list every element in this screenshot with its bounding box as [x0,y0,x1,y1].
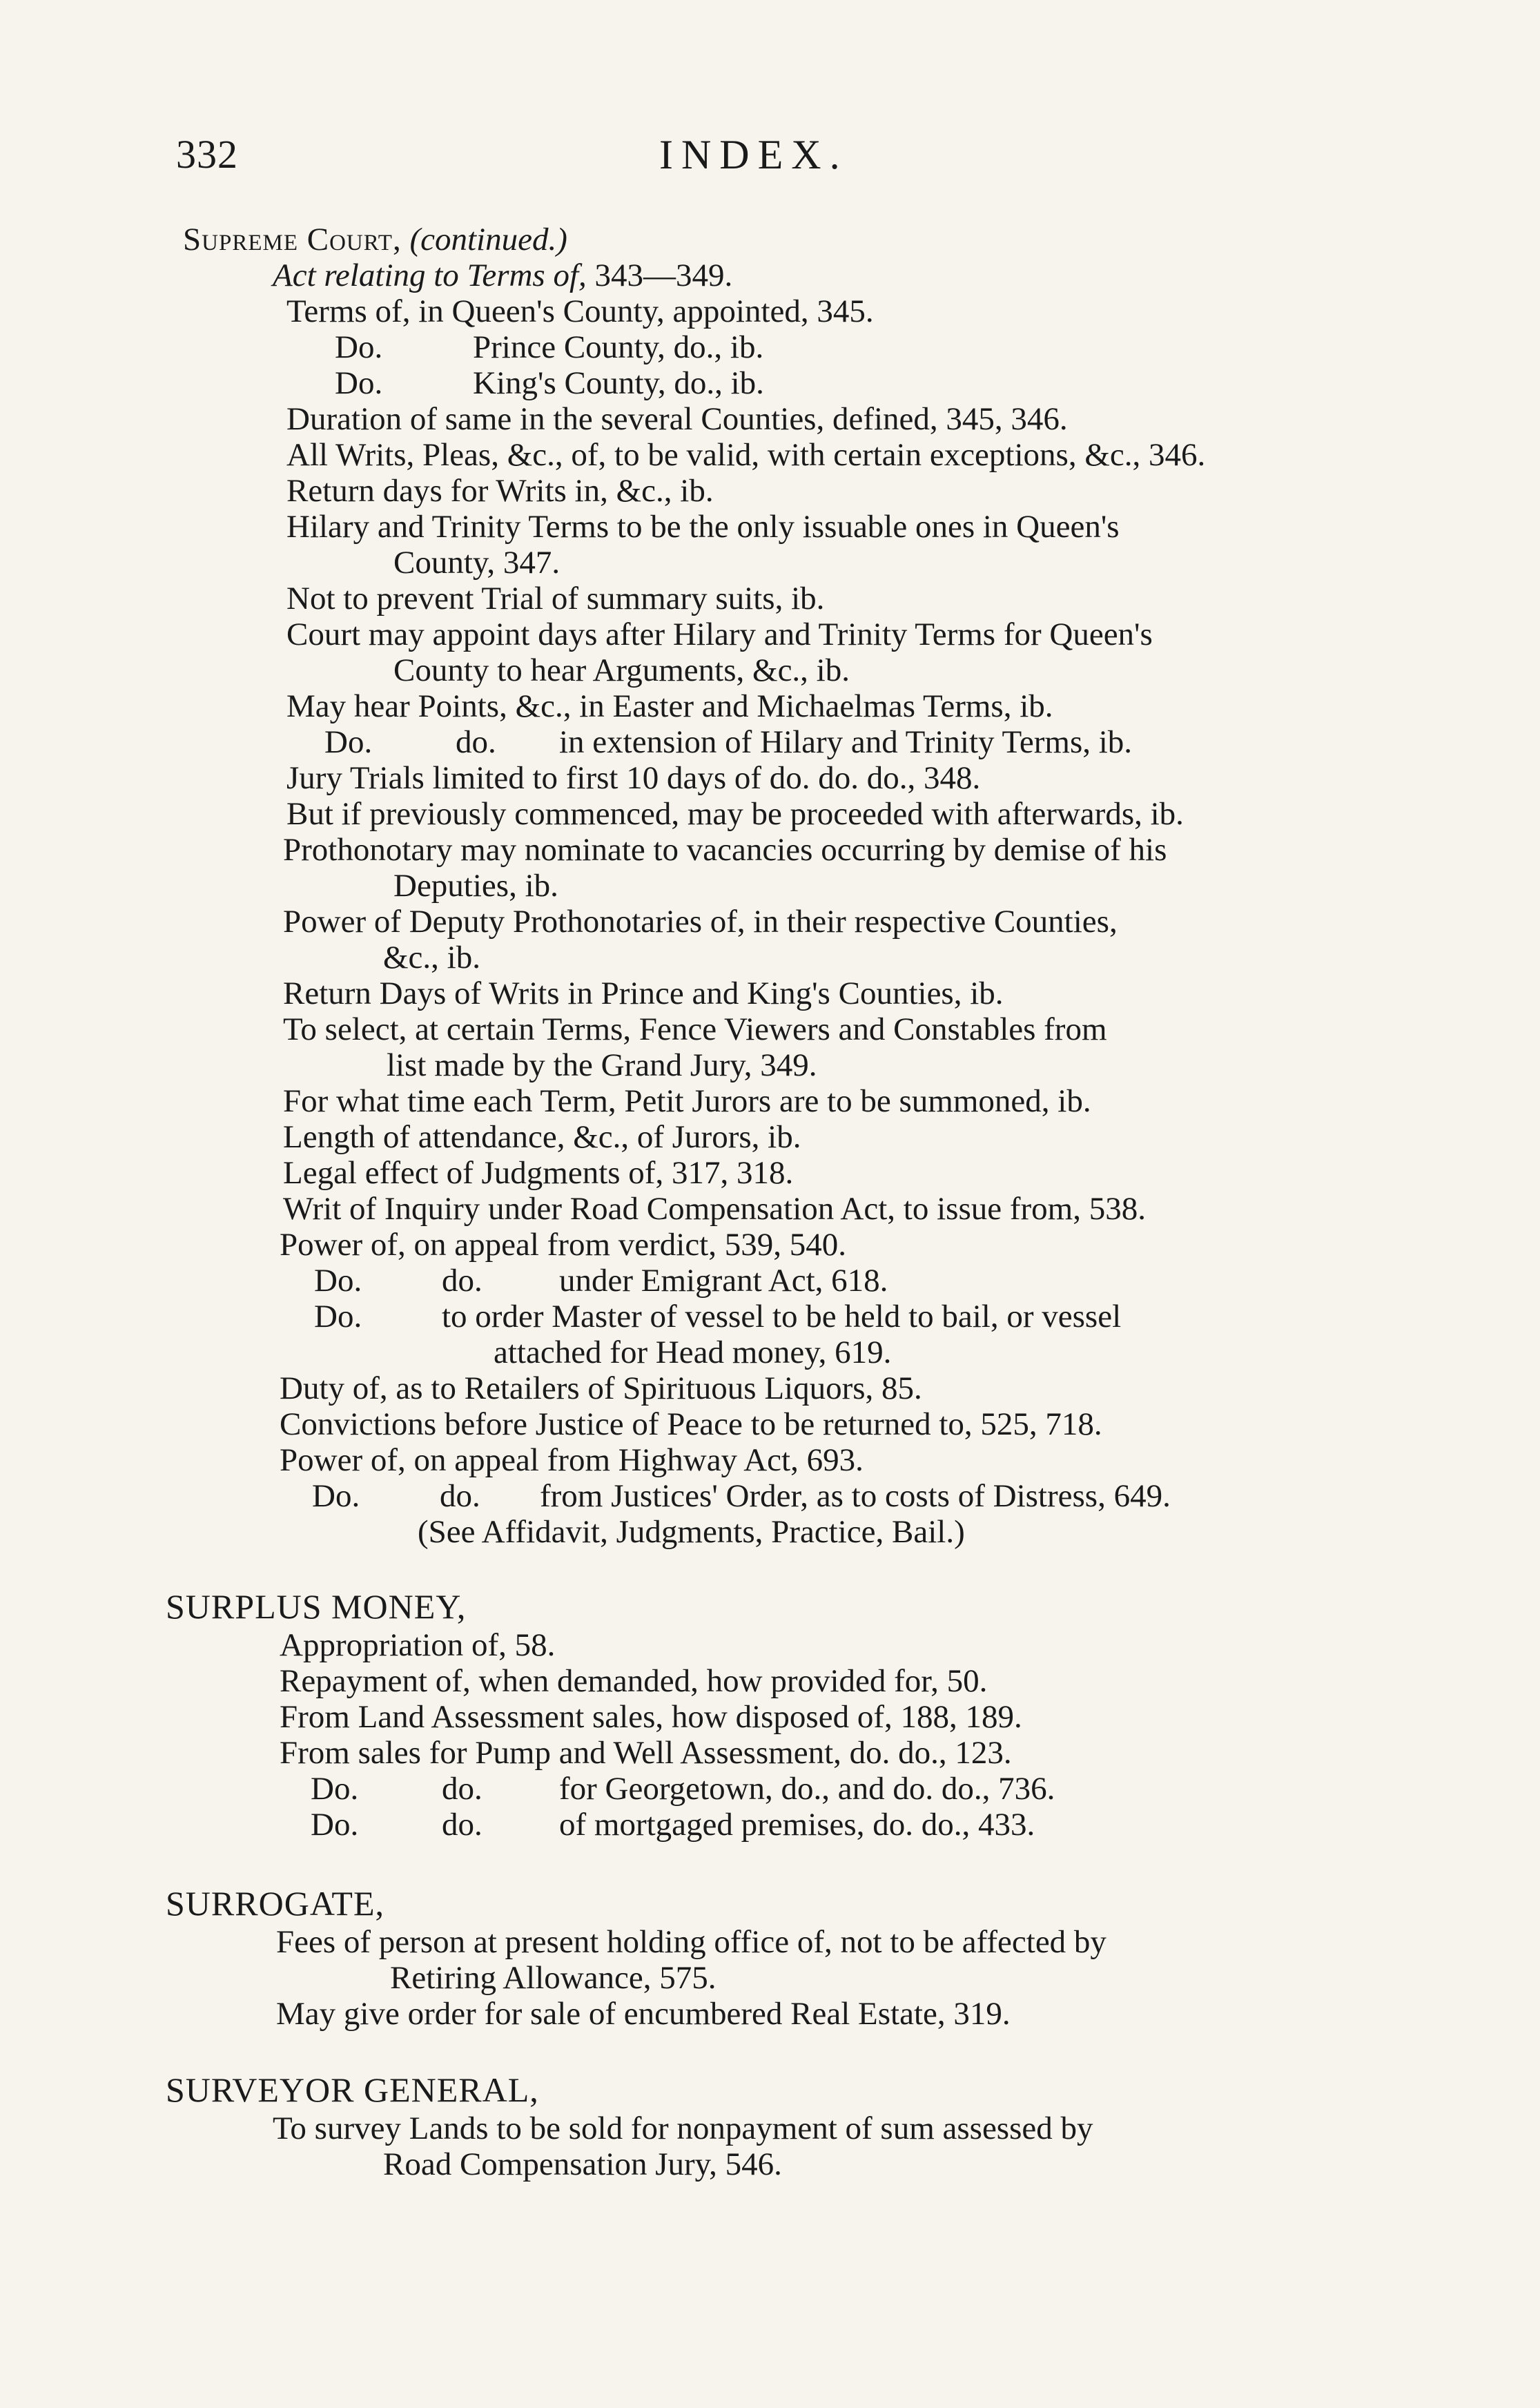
index-entry: Power of, on appeal from Highway Act, 693. [280,1442,864,1478]
index-entry-continuation: attached for Head money, 619. [494,1334,892,1370]
index-entry: Fees of person at present holding office of, not to be affected by [276,1924,1107,1960]
index-entry: Do. Prince County, do., ib. [335,329,764,365]
see-also-reference: (See Affidavit, Judgments, Practice, Bail.) [418,1514,965,1550]
subheading-terms-act: Act relating to Terms of, 343—349. [273,258,733,293]
index-entry: Appropriation of, 58. [280,1627,556,1663]
index-entry: Legal effect of Judgments of, 317, 318. [283,1155,794,1191]
index-entry: Do. to order Master of vessel to be held to bail, or vessel [314,1299,1122,1334]
index-entry: Do. do. from Justices' Order, as to costs of Distress, 649. [312,1478,1171,1514]
index-entry-continuation: &c., ib. [383,940,480,975]
index-entry: For what time each Term, Petit Jurors are to be summoned, ib. [283,1083,1091,1119]
section-heading-surplus-money: SURPLUS MONEY, [166,1587,467,1626]
index-entry-continuation: Road Compensation Jury, 546. [383,2146,782,2182]
index-entry: Repayment of, when demanded, how provided for, 50. [280,1663,988,1699]
index-entry-continuation: Retiring Allowance, 575. [390,1960,717,1996]
index-entry: Jury Trials limited to first 10 days of do. do. do., 348. [286,760,981,796]
index-entry: To select, at certain Terms, Fence Viewers and Constables from [283,1011,1107,1047]
index-entry: Power of, on appeal from verdict, 539, 540. [280,1227,846,1263]
index-entry-continuation: County, 347. [393,545,561,581]
index-entry: Hilary and Trinity Terms to be the only issuable ones in Queen's [286,509,1120,545]
running-title: INDEX. [659,132,848,177]
index-entry: Length of attendance, &c., of Jurors, ib. [283,1119,801,1155]
section-heading-supreme-court: Supreme Court, (continued.) [183,222,567,258]
index-entry: Writ of Inquiry under Road Compensation Act, to issue from, 538. [283,1191,1146,1227]
index-entry: May give order for sale of encumbered Real Estate, 319. [276,1996,1011,2032]
index-entry: All Writs, Pleas, &c., of, to be valid, with certain exceptions, &c., 346. [286,437,1206,473]
index-entry: Convictions before Justice of Peace to be returned to, 525, 718. [280,1406,1102,1442]
index-entry: Duty of, as to Retailers of Spirituous Liquors, 85. [280,1370,922,1406]
page-header [176,131,1349,186]
index-entry: Do. do. for Georgetown, do., and do. do., 736. [311,1771,1055,1807]
index-entry: To survey Lands to be sold for nonpayment of sum assessed by [273,2110,1093,2146]
index-entry: Do. do. in extension of Hilary and Trinity Terms, ib. [324,724,1133,760]
index-entry: Court may appoint days after Hilary and Trinity Terms for Queen's [286,616,1153,652]
index-entry: Do. do. under Emigrant Act, 618. [314,1263,888,1299]
index-entry: Return days for Writs in, &c., ib. [286,473,714,509]
index-entry: Terms of, in Queen's County, appointed, 345. [286,293,874,329]
index-entry: From Land Assessment sales, how disposed of, 188, 189. [280,1699,1022,1735]
index-entry: Prothonotary may nominate to vacancies occurring by demise of his [283,832,1167,868]
index-entry: May hear Points, &c., in Easter and Michaelmas Terms, ib. [286,688,1053,724]
index-entry: From sales for Pump and Well Assessment, do. do., 123. [280,1735,1012,1771]
index-entry: Do. King's County, do., ib. [335,365,764,401]
index-entry-continuation: list made by the Grand Jury, 349. [387,1047,817,1083]
index-entry: Duration of same in the several Counties, defined, 345, 346. [286,401,1068,437]
section-heading-surrogate: SURROGATE, [166,1884,384,1923]
index-entry-continuation: Deputies, ib. [393,868,558,904]
index-entry: Return Days of Writs in Prince and King's Counties, ib. [283,975,1004,1011]
index-entry: But if previously commenced, may be proceeded with afterwards, ib. [286,796,1184,832]
page-number: 332 [176,132,238,177]
index-entry: Do. do. of mortgaged premises, do. do., 433. [311,1807,1035,1843]
index-entry-continuation: County to hear Arguments, &c., ib. [393,652,850,688]
index-entry: Not to prevent Trial of summary suits, ib. [286,581,825,616]
section-heading-surveyor-general: SURVEYOR GENERAL, [166,2070,539,2109]
index-entry: Power of Deputy Prothonotaries of, in their respective Counties, [283,904,1118,940]
